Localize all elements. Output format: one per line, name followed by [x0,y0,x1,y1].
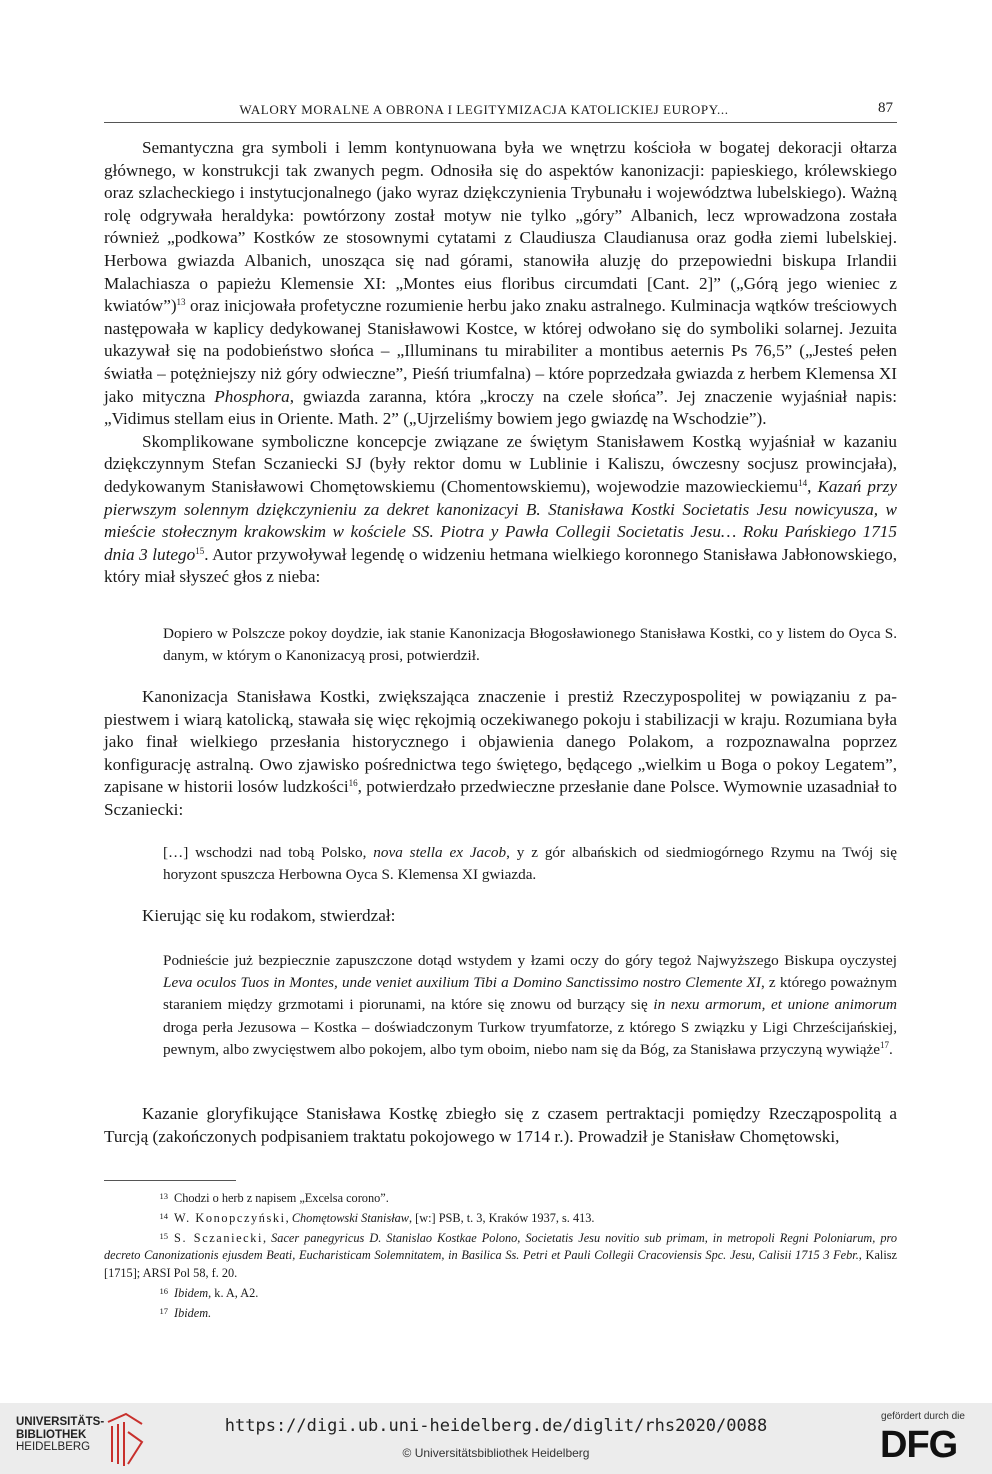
body-text-short [104,905,897,928]
footer-bar [0,1403,992,1474]
footnote-17: 17 Ibidem. [159,1305,212,1320]
body-text-top [104,137,897,589]
footnote-ref-13[interactable]: 13 [176,297,186,308]
footnote-separator [104,1180,236,1181]
page-number: 87 [878,100,893,116]
footnotes [104,1188,897,1323]
logo-text: UNIVERSITÄTS- BIBLIOTHEK HEIDELBERG [16,1416,105,1453]
footnote-16: 16 Ibidem, k. A, A2. [159,1285,259,1300]
footnote-ref-14[interactable]: 14 [798,477,808,488]
body-text-middle [104,686,897,822]
funding-label: gefördert durch die [881,1411,965,1422]
block-quote-2: […] wschodzi nad tobą Polsko, nova stella ex Jacob, y z gór albańskich od siedmiogórnego Rzymu na Twój się horyzont spuszcza Herbowna Oyca S. Klemensa XI gwiazda. [163,844,897,884]
paragraph-5: Kazanie gloryfikujące Stanisława Kostkę zbiegło się z czasem pertraktacji pomiędzy Rzecząpospolitą a Turcją (zakończonych podpisaniem traktatu pokojowego w 1714 r.). Prowadził je Stanisław Chomętowski, [104,1104,897,1146]
paragraph-3: Kanonizacja Stanisława Kostki, zwiększająca znaczenie i prestiż Rzeczypospolitej w powiązaniu z papiestwem i wiarą katolicką, stawała się więc rękojmią oczekiwanego pokoju i stabilizacji w kraju. Rozumiana była jako finał wielkiego przesłania historycznego i objawienia danego Polakom, a rozpoznawalna poprzez konfigurację astralną. Owo zjawisko pośrednictwa tego świętego, będącego „wielkim u Boga o pokoy Legatem”, zapisane w historii losów ludzkości$^{16}$, potwierdzało przedwieczne przesłanie dane Polsce. Wymownie uzasadniał to Sczaniecki: [104,687,897,819]
paragraph-4: Kierując się ku rodakom, stwierdzał: [142,906,396,925]
footnote-14: 14 W. Konopczyński, Chomętowski Stanisław, [w:] PSB, t. 3, Kraków 1937, s. 413. [159,1210,595,1225]
footnote-ref-16[interactable]: 16 [348,778,358,789]
document-url-link[interactable]: https://digi.ub.uni-heidelberg.de/diglit/rhs2020/0088 [224,1416,768,1436]
library-mark-icon [104,1412,144,1468]
body-text-bottom [104,1103,897,1148]
copyright-notice: © Universitätsbibliothek Heidelberg [402,1446,590,1460]
running-header [104,100,897,123]
ub-heidelberg-logo[interactable] [16,1412,141,1468]
paragraph-2: Skomplikowane symboliczne koncepcje związane ze świętym Stanisławem Kostką wyjaśniał w kazaniu dziękczynnym Stefan Sczaniecki SJ (były rektor domu w Lublinie i Kaliszu, ówczesny socjusz prowincjała), dedykowanym Stanisławowi Chomętowskiemu (Chomentowskiemu), wojewodzie mazowieckiemu$^{14}$, Kazań przy pierwszym solennym dziękczynieniu za dekret kanonizacyi B. Stanisława Kostki Societatis Jesu nowicyusza, w mieście stołecznym krakowskim w kościele SS. Piotra y Pawła Collegii Societatis Jesu… Roku Pańskiego 1715 dnia 3 lutego$^{15}$. Autor przywoływał legendę o widzeniu hetmana wielkiego koronnego Stanisława Jabłonowskiego, który miał słyszeć głos z nieba: [104,431,897,587]
dfg-logo[interactable]: DFG [880,1424,958,1466]
header-title: WALORY MORALNE A OBRONA I LEGITYMIZACJA KATOLICKIEJ EUROPY... [239,102,729,117]
footnote-13: 13 Chodzi o herb z napisem „Excelsa corono”. [159,1191,389,1205]
footnote-15: 15 S. Sczaniecki, Sacer panegyricus D. Stanislao Kostkae Polono, Societatis Jesu novitio sub primam, in metropoli Regni Poloniarum, pro decreto Canonizationis ejusdem Beati, Eucharisticam Solemnitatem, in Basilica Ss. Petri et Pauli Collegii Cracoviensis Spc. Jesu, Calisii 1715 3 Febr., Kalisz [1715]; ARSI Pol 58, f. 20. [104,1230,898,1281]
paragraph-1: Semantyczna gra symboli i lemm kontynuowana była we wnętrzu kościoła w bogatej dekoracji ołtarza głównego, w konstrukcji tak zwanych pegm. Odnosiła się do aspektów kanonizacji: papieskiego, królewskiego oraz szlacheckiego i instytucjonalnego (jako wyraz dziękczynienia Trybunału i województwa lubelskiego). Ważną rolę odgrywała heraldyka: powtórzony został motyw nie tylko „góry” Albanich, lecz wprowadzona została również „podkowa” Kostków ze stosownymi cytatami z Claudiusza Claudianusa oraz godła ziemi lubelskiej. Herbowa gwiazda Albanich, unosząca się nad górami, stanowiła aluzję do przepowiedni biskupa Irlandii Malachiasza o papieżu Klemensie XI: „Montes eius floribus circumdati [Cant. 2]” („Górą jego wieniec z kwiatów”)$^{13}$ oraz inicjowała profetyczne rozumienie herbu jako znaku astralnego. Kulminacja wątków treściowych następowała w kaplicy dedykowanej Stanisławowi Kostce, w której odwołano się do symboliki solarnej. Jezuita ukazywał się na podobieństwo słońca – „Illuminans tu mirabiliter a montibus aeternis Ps 76,5” („Jesteś pełen światła – potężniejszy niż góry odwieczne”, Pieśń triumfalna) – które poprzedzała gwiazda z herbem Klemensa XI jako mityczna Phosphora, gwiazda zaranna, która „kroczy na czele słońca”. Jej znaczenie wyjaśniał napis: „Vidimus stellam eius in Oriente. Math. 2” („Ujrzeliśmy bowiem jego gwiazdę na Wschodzie”). [104,138,897,429]
footnote-ref-15[interactable]: 15 [195,545,205,556]
block-quote-1: Dopiero w Polszcze pokoy doydzie, iak stanie Kanonizacja Błogosławionego Stanisława Kostki, co y listem do Oyca S. danym, w którym o Kanonizacyą prosi, potwierdził. [163,625,897,665]
footnote-ref-17[interactable]: 17 [880,1039,889,1050]
block-quote-3: Podnieście już bezpiecznie zapuszczone dotąd wstydem y łzami oczy do góry tegoż Najwyższego Biskupa oyczystej Leva oculos Tuos in Montes, unde veniet auxilium Tibi a Domino Sanctissimo nostro Clemente XI, z którego poważnym staraniem między grzmotami i piorunami, na które się znowu od burzący się in nexu armorum, et unione animorum droga perła Jezusowa – Kostka – doświadczonym Turkow tryumfatorze, z którego S związku y Ligi Chrześcijańskiej, pewnym, albo zwycięstwem albo pokojem, albo tym oboim, niebo nam się da Bóg, za Stanisława przyczyną wywiąże$^{17}$. [163,952,897,1058]
